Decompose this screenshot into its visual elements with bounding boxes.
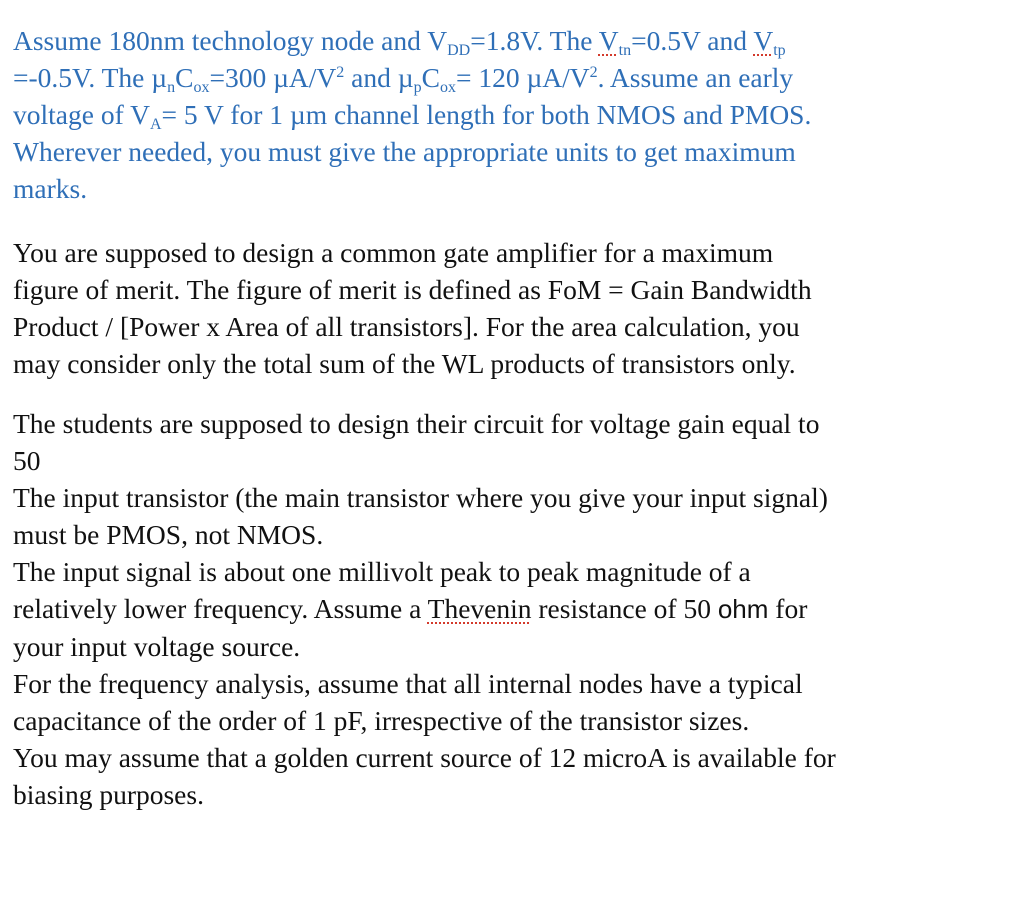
spec-line-5: The input signal is about one millivolt peak to peak magnitude of a <box>13 556 751 587</box>
spellcheck-vtp: $V_{tp}$ <box>753 25 786 59</box>
spellcheck-vtn: $V_{tn}$ <box>598 25 632 59</box>
subscript-dd: DD <box>447 42 471 59</box>
design-line-4: may consider only the total sum of the WL products of transistors only. <box>13 348 796 379</box>
design-line-2: figure of merit. The figure of merit is defined as FoM = Gain Bandwidth <box>13 274 812 305</box>
text: =0.5V and <box>631 25 754 56</box>
subscript-p: p <box>413 79 422 96</box>
spec-line-1: The students are supposed to design their circuit for voltage gain equal to <box>13 408 820 439</box>
subscript-n: n <box>167 79 176 96</box>
intro-line-2: =-0.5V. The $\mu_nC_{ox}=300$ $\mu A/V^2$ and $\mu_pC_{ox}= 120$ $\mu A/V^2$. Assume an early <box>13 62 794 96</box>
spec-line-11: biasing purposes. <box>13 779 204 810</box>
subscript-tn: tn <box>618 42 632 59</box>
design-line-3: Product / [Power x Area of all transistors]. For the area calculation, you <box>13 311 800 342</box>
design-paragraph <box>13 234 1003 382</box>
design-line-1: You are supposed to design a common gate amplifier for a maximum <box>13 237 774 268</box>
spec-line-3: The input transistor (the main transistor where you give your input signal) <box>13 482 828 513</box>
spec-line-2: 50 <box>13 445 41 476</box>
subscript-a: A <box>149 116 162 133</box>
superscript-2: 2 <box>336 64 345 81</box>
intro-line-3: voltage of $V_A= 5$ V for 1 µm channel length for both NMOS and PMOS. <box>13 99 812 133</box>
superscript-2: 2 <box>589 64 598 81</box>
ohm-text: ohm <box>717 594 769 624</box>
spellcheck-thevenin: Thevenin <box>427 593 532 624</box>
intro-line-1 <box>13 22 1003 59</box>
spec-paragraph <box>13 405 1003 813</box>
spec-line-8: For the frequency analysis, assume that all internal nodes have a typical <box>13 668 803 699</box>
subscript-ox: ox <box>439 79 456 96</box>
spec-line-6: relatively lower frequency. Assume a Thevenin resistance of 50 ohm for <box>13 593 808 624</box>
intro-paragraph <box>13 22 1003 207</box>
subscript-tp: tp <box>773 42 786 59</box>
spec-line-9: capacitance of the order of 1 pF, irrespective of the transistor sizes. <box>13 705 750 736</box>
intro-line-4: Wherever needed, you must give the appropriate units to get maximum <box>13 136 796 167</box>
text: Assume 180nm technology node and V <box>13 25 448 56</box>
spec-line-7: your input voltage source. <box>13 631 301 662</box>
text: =1.8V. The <box>470 25 599 56</box>
spec-line-4: must be PMOS, not NMOS. <box>13 519 324 550</box>
spec-line-10: You may assume that a golden current source of 12 microA is available for <box>13 742 836 773</box>
intro-line-5: marks. <box>13 173 88 204</box>
subscript-ox: ox <box>193 79 210 96</box>
